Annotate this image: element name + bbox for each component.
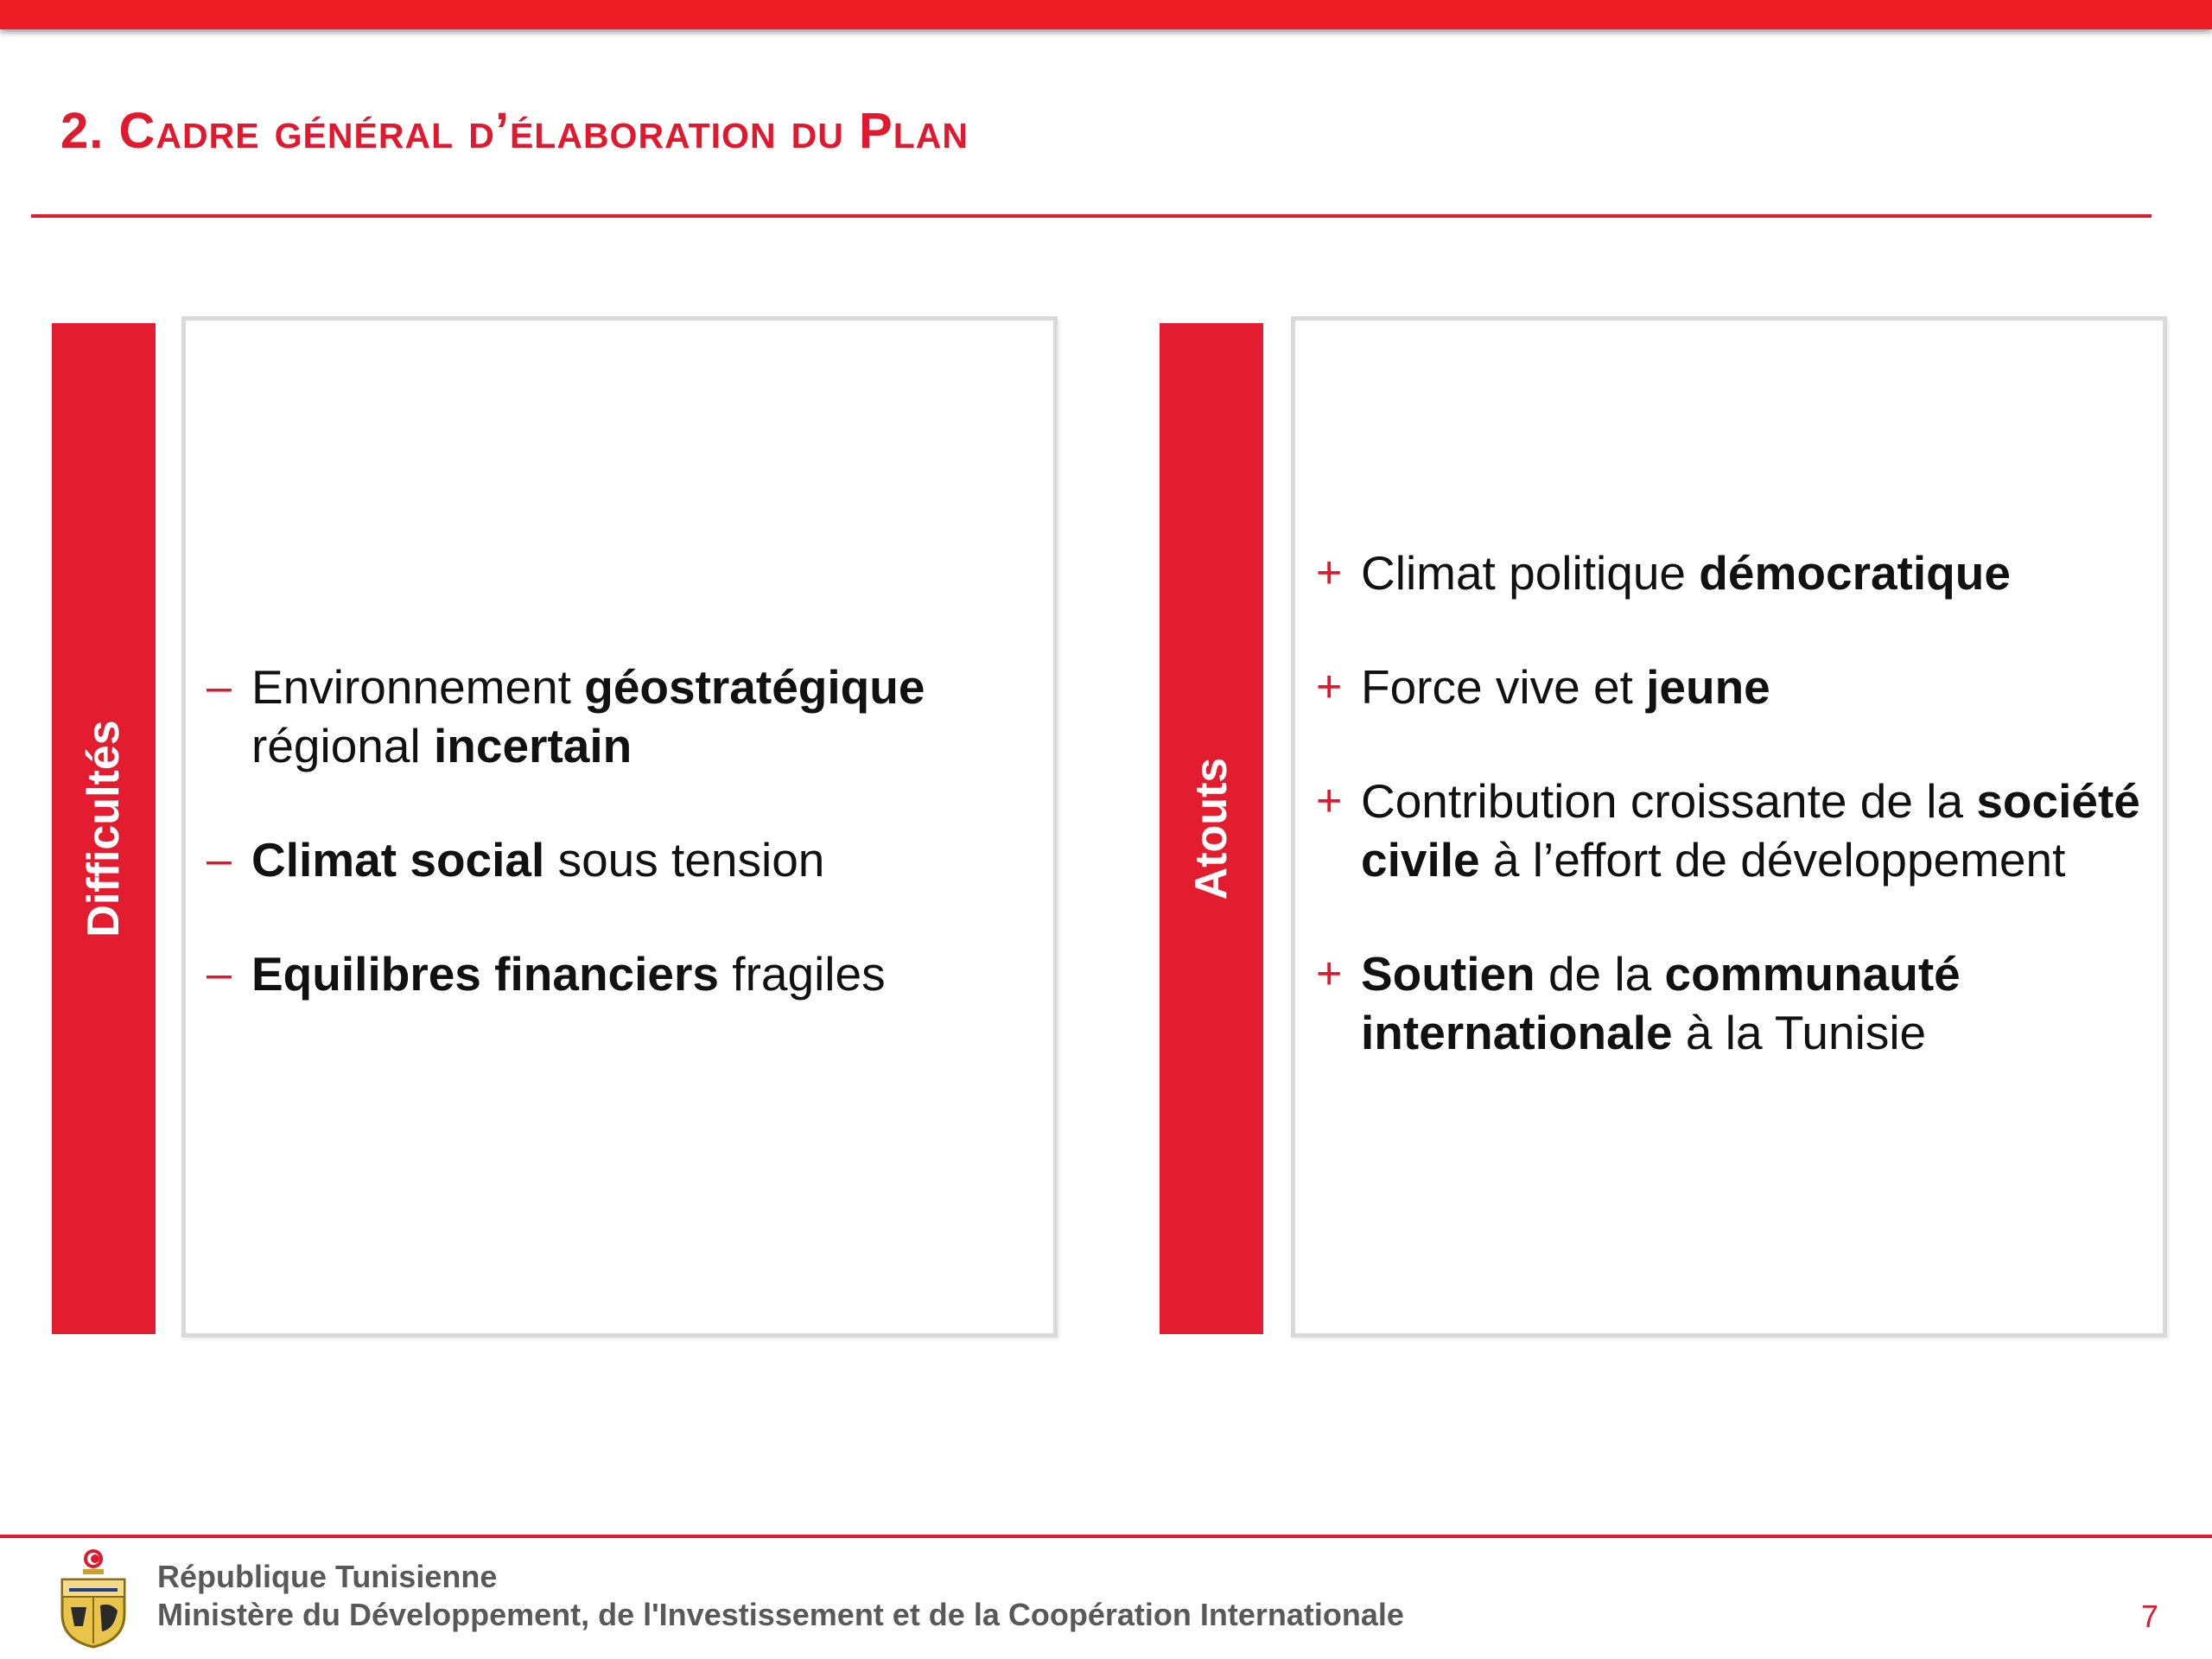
item-text: de la xyxy=(1535,947,1665,1001)
atouts-list xyxy=(1313,543,2145,1062)
item-text: Force vive et xyxy=(1361,660,1647,714)
difficultes-item xyxy=(203,830,1036,889)
page-title: 2. Cadre général d’élaboration du Plan xyxy=(60,103,969,159)
emphasis-text: Climat social xyxy=(251,833,545,887)
title-divider xyxy=(31,214,2152,218)
atouts-item xyxy=(1313,543,2145,602)
difficultes-bullet-marker: – xyxy=(207,949,232,999)
footer-divider xyxy=(0,1535,2212,1538)
emphasis-text: société civile xyxy=(1361,774,2140,887)
emphasis-text: Soutien xyxy=(1361,947,1535,1001)
page-number: 7 xyxy=(2140,1599,2158,1634)
difficultes-bullet-marker: – xyxy=(207,835,232,885)
item-text: fragiles xyxy=(719,947,886,1001)
atouts-item xyxy=(1313,772,2145,889)
emphasis-text: incertain xyxy=(433,719,632,772)
difficultes-item xyxy=(203,944,1036,1003)
org-ministry: Ministère du Développement, de l'Investissement et de la Coopération Internationale xyxy=(157,1597,1404,1632)
org-country: République Tunisienne xyxy=(157,1559,498,1594)
atouts-bullet-marker: + xyxy=(1316,949,1343,999)
difficultes-item xyxy=(203,658,1036,775)
item-text: à la Tunisie xyxy=(1672,1006,1927,1059)
item-text: Environnement xyxy=(251,660,585,714)
tunisia-coat-of-arms-icon xyxy=(57,1547,130,1649)
difficultes-panel xyxy=(181,316,1058,1338)
atouts-tab xyxy=(1160,323,1263,1334)
item-text: à l’effort de développement xyxy=(1479,833,2066,887)
difficultes-list xyxy=(203,658,1036,1003)
difficultes-tab-label: Difficultés xyxy=(79,720,129,938)
emphasis-text: géostratégique xyxy=(584,660,925,714)
item-text: sous tension xyxy=(544,833,825,887)
item-text: Climat politique xyxy=(1361,546,1700,600)
atouts-item xyxy=(1313,944,2145,1062)
atouts-bullet-marker: + xyxy=(1316,776,1343,826)
item-text: Contribution croissante de la xyxy=(1361,774,1977,828)
atouts-tab-label: Atouts xyxy=(1186,757,1236,900)
item-text: régional xyxy=(251,719,434,772)
atouts-bullet-marker: + xyxy=(1316,548,1343,598)
emphasis-text: Equilibres financiers xyxy=(251,947,720,1001)
emphasis-text: démocratique xyxy=(1699,546,2011,600)
atouts-panel xyxy=(1291,316,2167,1338)
emphasis-text: jeune xyxy=(1646,660,1770,714)
top-accent-bar xyxy=(0,0,2212,29)
atouts-bullet-marker: + xyxy=(1316,662,1343,712)
difficultes-tab xyxy=(52,323,156,1334)
difficultes-bullet-marker: – xyxy=(207,662,232,712)
emphasis-text: communauté internationale xyxy=(1361,947,1961,1059)
atouts-item xyxy=(1313,658,2145,716)
